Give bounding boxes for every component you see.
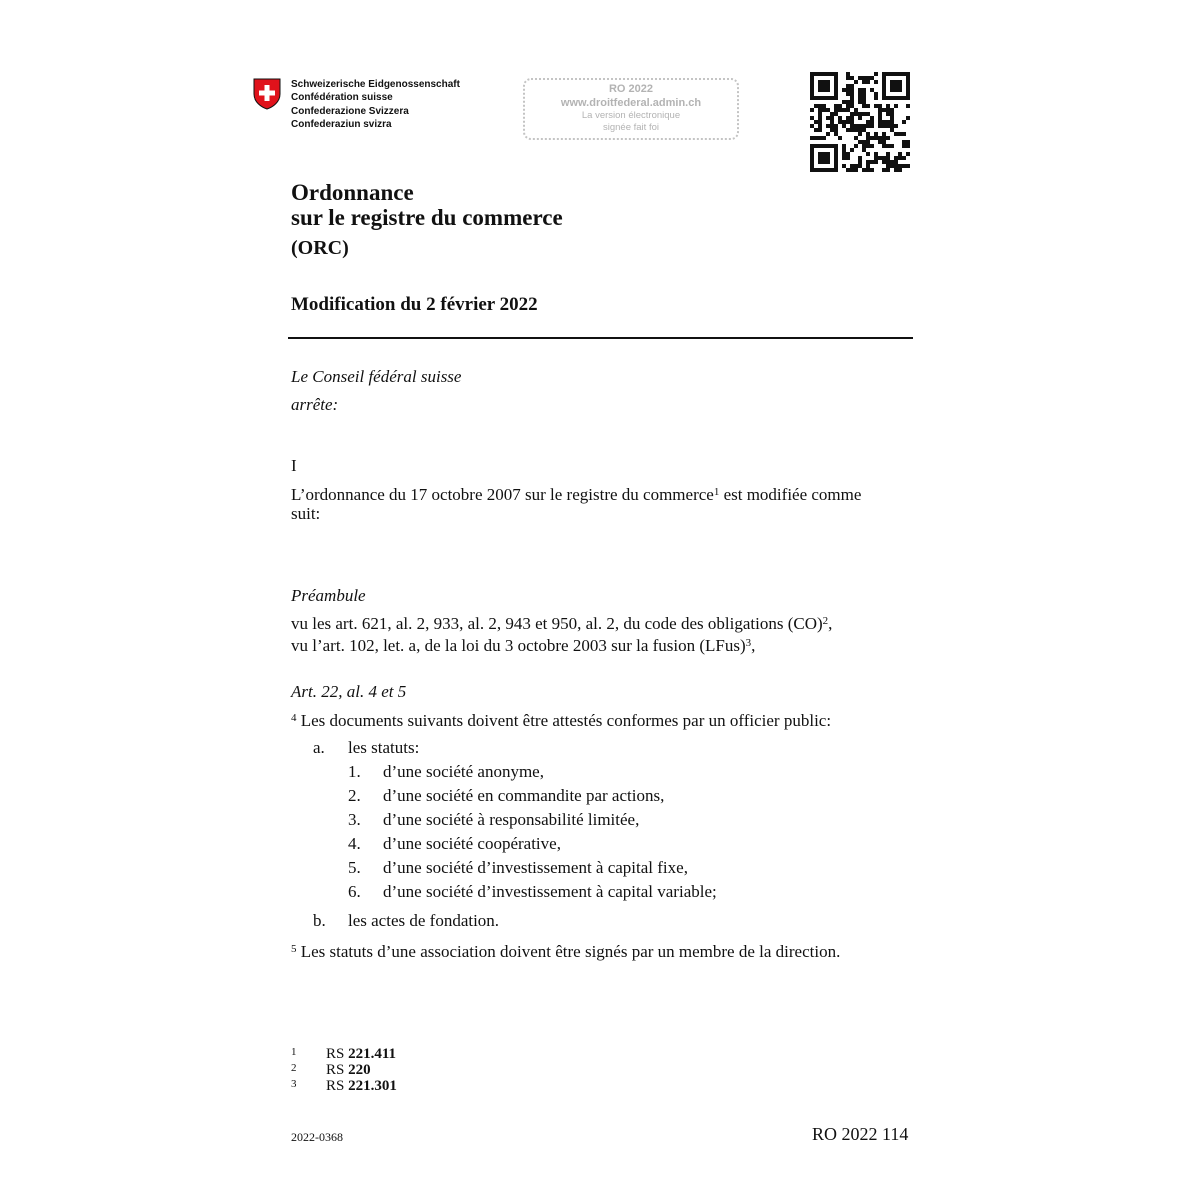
preamble-line-1-end: ,: [828, 614, 833, 633]
list-item-number: 3.: [348, 810, 361, 829]
list-item-text: d’une société en commandite par actions,: [383, 786, 665, 805]
title-divider: [288, 337, 913, 339]
list-item: [348, 761, 544, 783]
footnote-number: 2: [291, 1062, 297, 1074]
stamp-ro: RO 2022: [608, 83, 654, 95]
list-item-number: 5.: [348, 858, 361, 877]
document-number: 2022-0368: [291, 1130, 343, 1144]
footnote-prefix: RS: [326, 1046, 349, 1062]
list-item: [348, 785, 665, 807]
list-item: [348, 881, 717, 903]
list-item-number: 1.: [348, 762, 361, 781]
stamp-url: www.droitfederal.admin.ch: [560, 97, 702, 109]
federation-name-de: Schweizerische Eidgenossenschaft: [291, 79, 460, 90]
item-b-letter: b.: [313, 911, 326, 930]
footnote-ref-link: 221.301: [348, 1078, 397, 1094]
footnote-text: [326, 1062, 371, 1078]
list-item-text: d’une société d’investissement à capital variable;: [383, 882, 717, 901]
list-item-text: d’une société d’investissement à capital fixe,: [383, 858, 688, 877]
section-text-line-2: suit:: [291, 504, 321, 523]
federation-name-rm: Confederaziun svizra: [291, 119, 392, 131]
paragraph-4-text: Les documents suivants doivent être attestés conformes par un officier public:: [296, 711, 832, 730]
footnote-ref-1: 1: [713, 486, 720, 498]
preamble-line-2: [291, 632, 755, 657]
paragraph-4: [291, 707, 831, 732]
section-numeral: I: [291, 456, 297, 475]
section-text-end: est modifiée comme: [719, 485, 862, 504]
federation-name-fr: Confédération suisse: [291, 92, 393, 104]
paragraph-5-number: 5: [291, 943, 297, 955]
footnote-number: 1: [291, 1046, 297, 1058]
item-a-text: les statuts:: [348, 738, 420, 757]
list-item-number: 2.: [348, 786, 361, 805]
footnote-prefix: RS: [326, 1062, 349, 1078]
federation-name-it: Confederazione Svizzera: [291, 105, 409, 117]
stamp-note-1: La version électronique: [581, 110, 681, 121]
title-line-1: Ordonnance: [291, 180, 414, 205]
document-title: [291, 180, 563, 230]
article-heading: Art. 22, al. 4 et 5: [291, 682, 407, 701]
footnote-number: 3: [291, 1078, 297, 1090]
paragraph-4-number: 4: [291, 712, 297, 724]
list-item: [348, 857, 688, 879]
section-text-line-1: [291, 481, 861, 506]
item-b-text: les actes de fondation.: [348, 911, 500, 930]
federation-names: [291, 78, 460, 132]
list-item-text: d’une société à responsabilité limitée,: [383, 810, 640, 829]
footnote: [291, 1078, 397, 1094]
list-item-number: 4.: [348, 834, 361, 853]
list-item: [348, 809, 640, 831]
footnote-ref-link: 220: [348, 1062, 371, 1078]
stamp-note-2: signée fait foi: [603, 122, 659, 133]
electronic-signature-stamp: [523, 78, 739, 140]
list-item: [348, 833, 561, 855]
footnote-prefix: RS: [326, 1078, 349, 1094]
title-line-2: sur le registre du commerce: [291, 205, 563, 230]
council-line: Le Conseil fédéral suisse: [291, 367, 462, 386]
item-a-letter: a.: [313, 738, 325, 757]
preamble-line-2-end: ,: [751, 636, 756, 655]
footnote-text: [326, 1046, 396, 1062]
modification-date: Modification du 2 février 2022: [291, 294, 538, 315]
section-text-start: L’ordonnance du 17 octobre 2007 sur le registre du commerce: [291, 485, 714, 504]
title-abbreviation: (ORC): [291, 237, 349, 259]
swiss-cross-icon: [253, 78, 281, 110]
list-item-text: d’une société anonyme,: [383, 762, 544, 781]
footnote-text: [326, 1078, 397, 1094]
footnote: [291, 1046, 397, 1062]
preamble-heading: Préambule: [291, 586, 366, 605]
preamble-line-1-text: vu les art. 621, al. 2, 933, al. 2, 943 et 950, al. 2, du code des obligations (CO): [291, 614, 823, 633]
footnote-ref-link: 221.411: [348, 1046, 397, 1062]
preamble-line-2-text: vu l’art. 102, let. a, de la loi du 3 octobre 2003 sur la fusion (LFus): [291, 636, 746, 655]
paragraph-5: [291, 938, 840, 963]
list-item-number: 6.: [348, 882, 361, 901]
paragraph-5-text: Les statuts d’une association doivent être signés par un membre de la direction.: [296, 942, 841, 961]
footnote-ref-2: 2: [822, 615, 829, 627]
footnotes: [291, 1046, 397, 1094]
qr-code-icon: [810, 72, 910, 172]
footnote: [291, 1062, 397, 1078]
footnote-ref-3: 3: [745, 637, 752, 649]
official-compilation-reference: RO 2022 114: [812, 1124, 909, 1144]
list-item-text: d’une société coopérative,: [383, 834, 561, 853]
decrees-line: arrête:: [291, 395, 339, 414]
